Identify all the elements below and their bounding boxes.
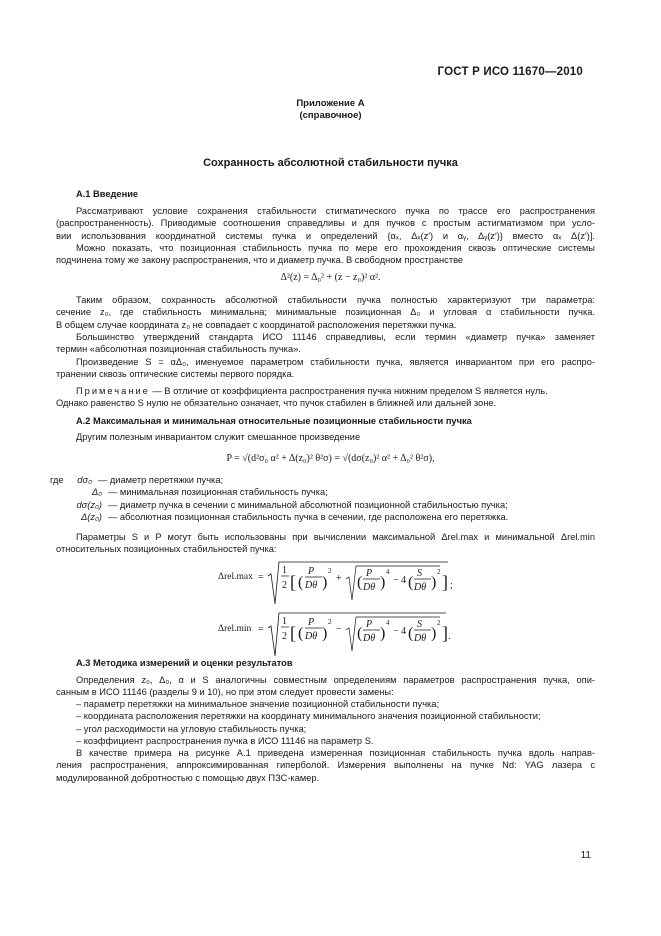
definition-symbol: Δ₀ — [91, 487, 102, 498]
definitions-list — [50, 474, 508, 523]
text-line: ления распространения, аппроксимированная гиперболой. Измерения выполнены на пучке Nd: YAG лазера с — [56, 760, 595, 771]
svg-text:2: 2 — [437, 619, 441, 627]
svg-text:P: P — [366, 568, 373, 579]
text-line: Произведение S = αΔ₀, именуемое параметром стабильности пучка, является инвариантом при его распро- — [76, 357, 595, 367]
svg-text:2: 2 — [282, 580, 287, 591]
text-line: подчинена тому же закону распространения, что и диаметр пучка. В свободном пространстве — [56, 255, 464, 266]
text-line: Можно показать, что позиционная стабильность пучка по мере его прохождения сквозь оптические системы — [76, 243, 595, 253]
text-line: Рассматривают условие сохранения стабильности стигматического пучка по трассе его распространения — [76, 206, 595, 216]
svg-text:P: P — [308, 566, 315, 577]
text-line: Однако равенство S нулю не обязательно означает, что пучок стабилен в ближней или дальней зоне. — [56, 398, 497, 409]
svg-text:): ) — [322, 574, 328, 591]
text-line: Большинство утверждений стандарта ИСО 11146 справедливы, если термин «диаметр пучка» заменяет — [76, 332, 595, 342]
svg-text:Dθ: Dθ — [414, 633, 427, 644]
section-a1-paragraph-1 — [56, 205, 595, 242]
svg-text:1: 1 — [282, 616, 287, 627]
svg-text:): ) — [431, 625, 437, 642]
text-line: термин «абсолютная позиционная стабильность пучка». — [56, 344, 301, 355]
svg-text:2: 2 — [328, 618, 332, 626]
svg-text:Dθ: Dθ — [414, 582, 427, 593]
svg-text:(: ( — [298, 574, 304, 591]
svg-text:=: = — [258, 624, 264, 635]
svg-text:]: ] — [442, 572, 448, 592]
svg-text:P: P — [308, 617, 315, 628]
appendix-title: Приложение А — [296, 98, 365, 109]
text-line: В общем случае координата z₀ не совпадает с координатой расположения перетяжки пучка. — [56, 319, 457, 330]
section-a1-paragraph-4 — [56, 331, 595, 356]
section-a2-heading: А.2 Максимальная и минимальная относительные позиционные стабильности пучка — [76, 416, 472, 426]
formula-mixed-product: P = √(d²σ₀ α² + Δ(z₀)² θ²σ) = √(dσ(z₀)² α² + Δ₀² θ²σ), — [226, 453, 435, 464]
svg-text:.: . — [448, 631, 451, 642]
svg-text:[: [ — [290, 572, 296, 592]
svg-text:(: ( — [357, 625, 363, 642]
where-label: где — [50, 475, 64, 485]
svg-text:− 4: − 4 — [393, 575, 407, 586]
svg-text:4: 4 — [386, 619, 390, 627]
section-a3-paragraph-2 — [56, 747, 595, 784]
list-item: – угол расходимости на угловую стабильность пучка; — [76, 723, 307, 734]
definition-text: — диаметр перетяжки пучка; — [98, 475, 224, 485]
text-line: В качестве примера на рисунке А.1 приведена измеренная позиционная стабильность пучка вдоль направ- — [76, 748, 595, 758]
section-a3-paragraph-1 — [56, 674, 595, 699]
replacement-list — [76, 698, 541, 747]
definition-symbol: dσ₀ — [77, 475, 92, 485]
note — [56, 385, 595, 410]
formula-min-expression — [258, 610, 458, 660]
definition-text: — абсолютная позиционная стабильность пучка в сечении, где расположена его перетяжка. — [108, 511, 509, 522]
svg-text:(: ( — [408, 625, 414, 642]
svg-text:2: 2 — [437, 568, 441, 576]
text-line: вии использования координатной системы пучка и определений {αₓ, Δₓ(z′) и αᵧ, Δᵧ(z′)} вместо αₓ Δ(z′)]. — [56, 230, 595, 241]
svg-text:Dθ: Dθ — [363, 582, 376, 593]
svg-text:4: 4 — [386, 568, 390, 576]
list-item: – координата расположения перетяжки на координату минимального значения позиционной стабильности; — [76, 711, 541, 722]
svg-text:2: 2 — [328, 567, 332, 575]
formula-position-stability: Δ²(z) = Δ₀² + (z − z₀)² α². — [280, 272, 381, 283]
page-number: 11 — [580, 850, 591, 861]
section-a1-paragraph-5 — [56, 356, 595, 381]
section-a1-paragraph-2 — [56, 242, 595, 267]
formula-max-label: Δrel.max — [218, 572, 253, 582]
note-text: — В отличие от коэффициента распространения пучка нижним пределом S является нуль. — [152, 386, 548, 396]
svg-text:S: S — [417, 619, 422, 630]
svg-text:): ) — [380, 574, 386, 591]
section-a2-paragraph — [56, 531, 595, 556]
section-a1-paragraph-3 — [56, 294, 595, 331]
main-title: Сохранность абсолютной стабильности пучка — [203, 157, 458, 169]
svg-text:Dθ: Dθ — [305, 580, 318, 591]
svg-text:]: ] — [442, 623, 448, 643]
document-id: ГОСТ Р ИСО 11670—2010 — [437, 66, 583, 78]
section-a1-heading: А.1 Введение — [76, 189, 139, 199]
definition-row — [50, 486, 508, 498]
svg-text:1: 1 — [282, 565, 287, 576]
svg-text:=: = — [258, 572, 264, 583]
svg-text:): ) — [322, 625, 328, 642]
svg-text:−: − — [336, 624, 342, 635]
appendix-subtitle: (справочное) — [299, 110, 362, 121]
svg-text:P: P — [366, 619, 373, 630]
definition-symbol: Δ(z₀) — [81, 511, 102, 522]
definition-row — [50, 499, 508, 511]
text-line: санным в ИСО 11146 (разделы 9 и 10), но при этом следует провести замены: — [56, 687, 394, 698]
text-line — [76, 385, 595, 397]
svg-text:Dθ: Dθ — [305, 631, 318, 642]
svg-text:(: ( — [298, 625, 304, 642]
definition-row — [50, 474, 508, 486]
definition-symbol: dσ(z₀) — [76, 499, 102, 510]
section-a2-intro: Другим полезным инвариантом служит смешанное произведение — [76, 432, 361, 442]
list-item: – параметр перетяжки на минимальное значение позиционной стабильности пучка; — [76, 699, 440, 709]
formula-min-label: Δrel.min — [218, 624, 252, 634]
svg-text:+: + — [336, 573, 342, 584]
note-label: Примечание — [76, 386, 150, 396]
text-line: Определения z₀, Δ₀, α и S аналогичны совместным определениям параметров распространения пучка, опи- — [76, 675, 595, 685]
text-line: Параметры S и P могут быть использованы при вычислении максимальной Δrel.max и минимальной Δrel.min — [76, 532, 595, 542]
svg-text:(: ( — [408, 574, 414, 591]
definition-text: — диаметр пучка в сечении с минимальной абсолютной позиционной стабильностью пучка; — [108, 499, 508, 510]
definition-text: — минимальная позиционная стабильность пучка; — [108, 487, 328, 498]
svg-text:S: S — [417, 568, 422, 579]
text-line: транении сквозь оптические системы первого порядка. — [56, 369, 295, 380]
text-line: сечение z₀, где стабильность минимальна; минимальные позиционная Δ₀ и угловая α стабильности пучка. — [56, 307, 595, 318]
svg-text:2: 2 — [282, 631, 287, 642]
list-item: – коэффициент распространения пучка в ИСО 11146 на параметр S. — [76, 735, 374, 746]
formula-max-expression — [258, 560, 458, 610]
text-line: модулированной добротностью с помощью двух ПЗС-камер. — [56, 772, 320, 783]
svg-text:;: ; — [450, 580, 453, 591]
text-line: (распространенность). Приводимые соотношения справедливы и для пучков с простым астигматизмом при усло- — [56, 218, 595, 229]
definition-row — [50, 511, 508, 523]
text-line: относительных позиционных стабильностей пучка: — [56, 544, 277, 555]
svg-text:− 4: − 4 — [393, 626, 407, 637]
svg-text:(: ( — [357, 574, 363, 591]
svg-text:[: [ — [290, 623, 296, 643]
section-a3-heading: А.3 Методика измерений и оценки результатов — [76, 658, 293, 668]
svg-text:): ) — [380, 625, 386, 642]
text-line: Таким образом, сохранность абсолютной стабильности пучка полностью характеризуют три параметра: — [76, 295, 595, 305]
svg-text:Dθ: Dθ — [363, 633, 376, 644]
svg-text:): ) — [431, 574, 437, 591]
